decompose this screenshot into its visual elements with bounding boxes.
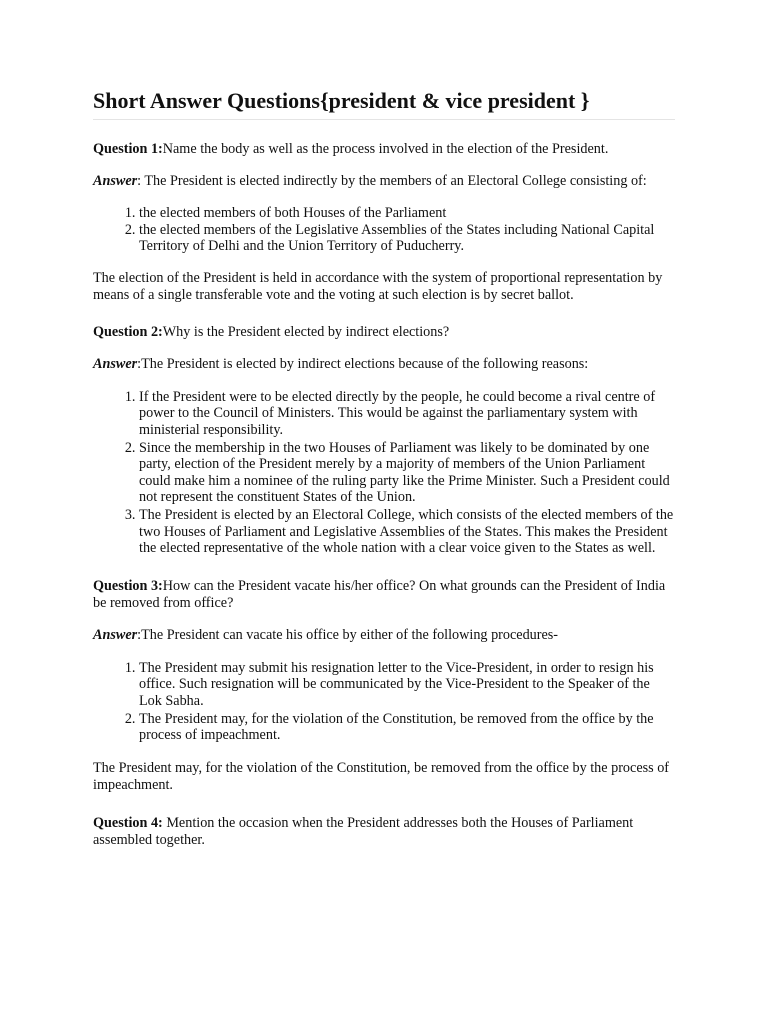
question-1 xyxy=(93,141,675,158)
title-divider xyxy=(93,119,675,120)
answer-1-list xyxy=(93,205,675,255)
answer-2-list xyxy=(93,389,675,557)
question-3 xyxy=(93,578,675,612)
question-4-text: Mention the occasion when the President addresses both the Houses of Parliament assembled together. xyxy=(93,814,634,848)
question-2 xyxy=(93,324,675,341)
answer-3-paragraph: The President may, for the violation of the Constitution, be removed from the office by the process of impeachment. xyxy=(93,759,670,793)
list-item: 1. the elected members of both Houses of the Parliament xyxy=(139,205,675,222)
list-item: 2. Since the membership in the two Houses of Parliament was likely to be dominated by one party, election of the President merely by a majority of members of the Union Parliament could make him a nominee of the ruling party like the Prime Minister. Such a President could not represent the constituent States of the Union. xyxy=(139,440,675,506)
answer-3-list xyxy=(93,660,675,744)
question-2-text: Why is the President elected by indirect elections? xyxy=(162,323,450,340)
answer-1-text: : The President is elected indirectly by the members of an Electoral College consisting of: xyxy=(137,173,647,189)
answer-3-text: :The President can vacate his office by either of the following procedures- xyxy=(137,626,559,643)
list-item: 2. The President may, for the violation of the Constitution, be removed from the office by the process of impeachment. xyxy=(139,711,675,744)
list-item: 2. the elected members of the Legislative Assemblies of the States including National Capital Territory of Delhi and the Union Territory of Puducherry. xyxy=(139,222,675,255)
document-page xyxy=(93,0,675,849)
answer-1-paragraph: The election of the President is held in accordance with the system of proportional representation by means of a single transferable vote and the voting at such election is by secret ballot. xyxy=(93,269,663,303)
question-1-text: Name the body as well as the process involved in the election of the President. xyxy=(162,141,609,157)
answer-3 xyxy=(93,627,675,644)
page-title: Short Answer Questions{president & vice president } xyxy=(93,88,590,113)
answer-1 xyxy=(93,173,675,190)
question-4-label: Question 4: xyxy=(93,814,163,831)
question-2-label: Question 2: xyxy=(93,323,163,340)
answer-3-label: Answer xyxy=(93,626,138,643)
list-item: 1. The President may submit his resignation letter to the Vice-President, in order to resign his office. Such resignation will be communicated by the Vice-President to the Speaker of the Lok Sabha. xyxy=(139,660,675,710)
answer-2-text: :The President is elected by indirect elections because of the following reasons: xyxy=(137,355,589,372)
question-3-text: How can the President vacate his/her office? On what grounds can the President of India be removed from office? xyxy=(93,577,666,611)
question-3-label: Question 3: xyxy=(93,577,163,594)
answer-2-label: Answer xyxy=(93,355,138,372)
question-1-label: Question 1: xyxy=(93,141,163,157)
answer-1-label: Answer xyxy=(93,173,138,189)
question-4 xyxy=(93,815,675,849)
list-item: 3. The President is elected by an Electoral College, which consists of the elected members of the two Houses of Parliament and Legislative Assemblies of the States. This makes the President the elected representative of the whole nation with a clear voice given to the States as well. xyxy=(139,507,675,557)
list-item: 1. If the President were to be elected directly by the people, he could become a rival centre of power to the Council of Ministers. This would be against the parliamentary system with ministerial responsibility. xyxy=(139,389,675,439)
answer-2 xyxy=(93,356,675,373)
